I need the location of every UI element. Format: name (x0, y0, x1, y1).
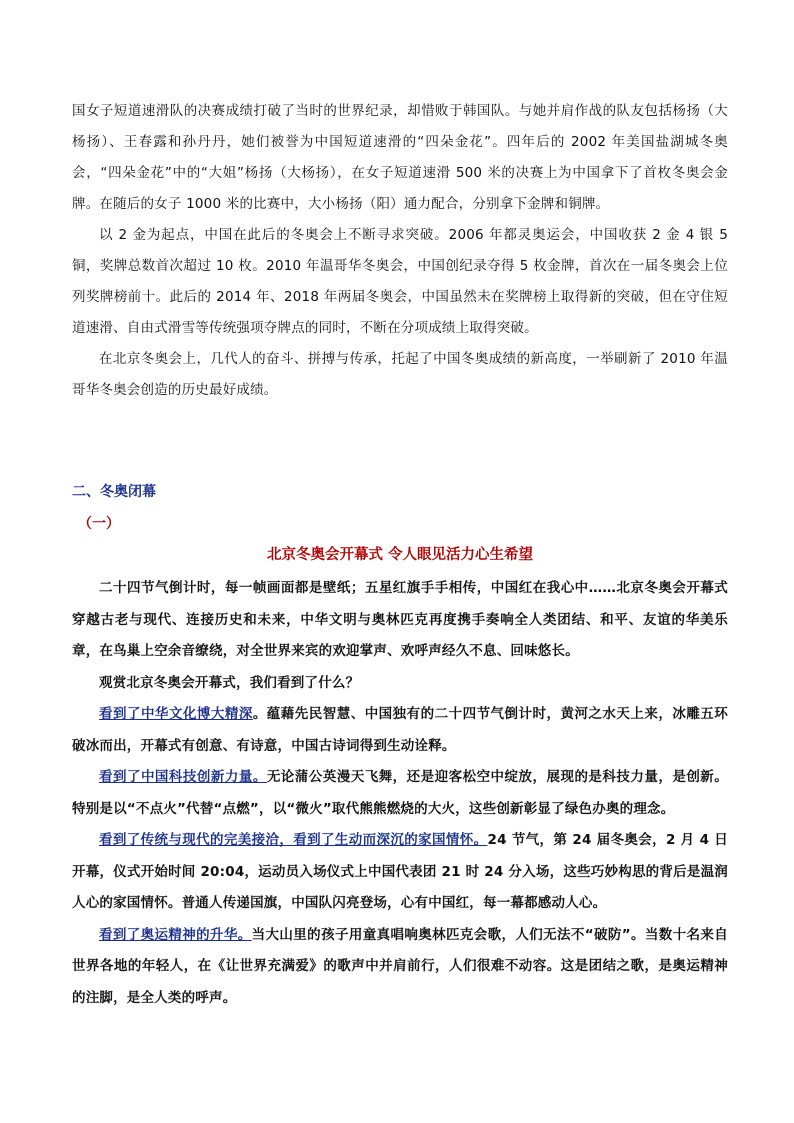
highlight-phrase: 看到了奥运精神的升华。 (99, 926, 252, 943)
paragraph (72, 825, 728, 920)
paragraph: 在北京冬奥会上，几代人的奋斗、拼搏与传承，托起了中国冬奥成绩的新高度，一举刷新了 2010 年温哥华冬奥会创造的历史最好成绩。 (72, 351, 728, 398)
paragraph: 以 2 金为起点，中国在此后的冬奥会上不断寻求突破。2006 年都灵奥运会，中国收获 2 金 4 银 5 铜，奖牌总数首次超过 10 枚。2010 年温哥华冬奥会，中国创纪录夺得 5 枚金牌，首次在一届冬奥会上位列奖牌榜前十。此后的 2014 年、2018 年两届冬奥会，中国虽然未在奖牌榜上取得新的突破，但在守住短道速滑、自由式滑雪等传统强项夺牌点的同时，不断在分项成绩上取得突破。 (72, 227, 728, 336)
article-body (72, 573, 728, 1014)
paragraph-text: 当大山里的孩子用童真唱响奥林匹克会歌，人们无法不“破防”。当数十名来自世界各地的年轻人，在《让世界充满爱》的歌声中并肩前行，人们很难不动容。这是团结之歌，是奥运精神的注脚，是全人类的呼声。 (72, 926, 728, 1006)
section-heading: 二、冬奥闭幕 (72, 484, 156, 500)
highlight-phrase: 看到了中国科技创新力量。 (99, 769, 267, 785)
subsection-heading: （一） (78, 516, 120, 532)
highlight-phrase: 看到了传统与现代的完美接洽，看到了生动而深沉的家国情怀。 (99, 832, 488, 848)
paragraph: 国女子短道速滑队的决赛成绩打破了当时的世界纪录，却惜败于韩国队。与她并肩作战的队友包括杨扬（大杨扬）、王春露和孙丹丹，她们被誉为中国短道速滑的“四朵金花”。四年后的 2002 年美国盐湖城冬奥会，“四朵金花”中的“大姐”杨扬（大杨扬），在女子短道速滑 500 米的决赛上为中国拿下了首枚冬奥会金牌。在随后的女子 1000 米的比赛中，大小杨扬（阳）通力配合，分别拿下金牌和铜牌。 (72, 103, 728, 212)
paragraph-text: 24 节气，第 24 届冬奥会，2 月 4 日开幕，仪式开始时间 20:04，运动员入场仪式上中国代表团 21 时 24 分入场，这些巧妙构思的背后是温润人心的家国情怀。普通人传递国旗，中国队闪亮登场，心有中国红，每一幕都感动人心。 (72, 832, 728, 911)
paragraph-text: 。蕴藉先民智慧、中国独有的二十四节气倒计时，黄河之水天上来，冰雕五环破冰而出，开幕式有创意、有诗意，中国古诗词得到生动诠释。 (72, 706, 728, 754)
intro-text (72, 96, 728, 406)
paragraph: 观赏北京冬奥会开幕式，我们看到了什么？ (99, 674, 360, 691)
paragraph: 二十四节气倒计时，每一帧画面都是壁纸；五星红旗手手相传，中国红在我心中……北京冬奥会开幕式穿越古老与现代、连接历史和未来，中华文明与奥林匹克再度携手奏响全人类团结、和平、友谊的华美乐章，在鸟巢上空余音缭绕，对全世界来宾的欢迎掌声、欢呼声经久不息、回味悠长。 (72, 580, 728, 659)
highlight-phrase: 看到了中华文化博大精深 (99, 706, 253, 722)
paragraph (72, 699, 728, 762)
paragraph (72, 920, 728, 1015)
paragraph-text: 无论蒲公英漫天飞舞，还是迎客松空中绽放，展现的是科技力量，是创新。特别是以“不点火”代替“点燃”，以“微火”取代熊熊燃烧的大火，这些创新彰显了绿色办奥的理念。 (72, 769, 728, 817)
article-title: 北京冬奥会开幕式 令人眼见活力心生希望 (266, 547, 534, 563)
paragraph (72, 762, 728, 825)
